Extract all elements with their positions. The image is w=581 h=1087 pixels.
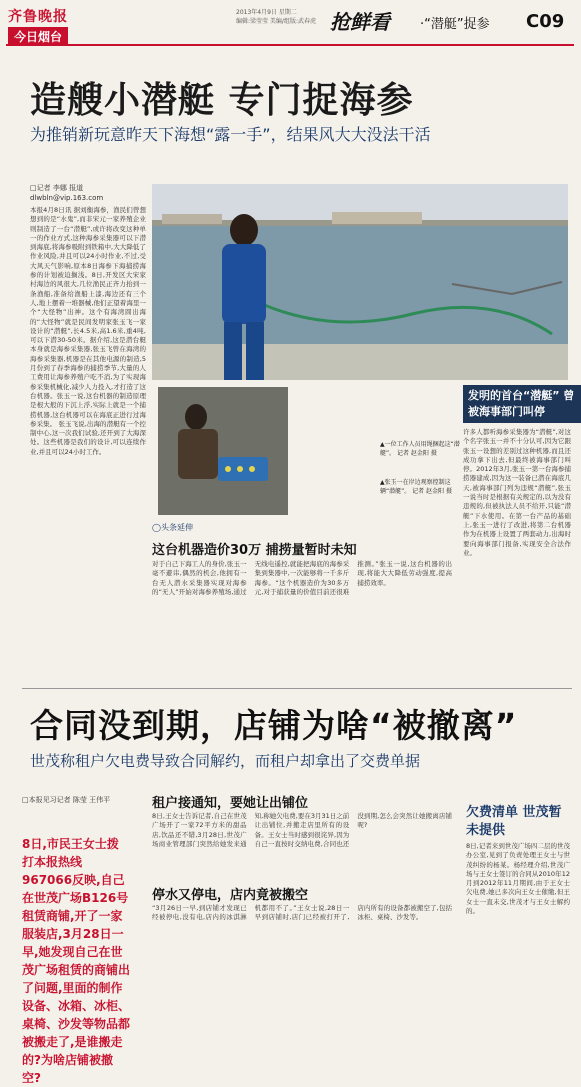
story-tag: ·“潜艇”捉参 [420, 17, 490, 32]
photo-caption-1: ▲一位工作人员用绳捆起这“潜艇”。 记者 赵金阳 摄 [380, 441, 460, 457]
photo-illustration [152, 184, 568, 380]
sidebar-body: 许多人都听海参采集器为“潜艇”,对这个名字张玉一并不十分认可,因为它跟张玉一设想的差别过这种机器,而且还成功拿下出去,但最终被海事部门叫停。2012年3月,张玉一第一台海参捕捞器建成,因为这一装备已潜在海底几天,被海事部门列为违规“潜艇”,张玉一说当时是根据有关规定的,以为没有违规的,但被执法人员不给开,只能“潜艇”下水使用。在第一台产品的基础上,张玉一进行了改进,将第二台机器作为在机器上设置了两套动力,出海时要向海事部门报备,实现安全合法作业。 [463, 428, 571, 557]
second-headline: 合同没到期，店铺为啥“被撤离” [30, 706, 518, 745]
sub-b-body: “3月26日一早,到店铺才发现已经被停电,没有电,店内的冰淇淋机都用不了。”王女士说,28日一早到店铺时,店门已经被打开了,店内所有的设备都被搬空了,包括冰柜、桌椅、沙发等。 [152, 904, 452, 922]
sub1-body: 对于自己下海工人的身价,张玉一毫不避讳,偶然的机会,他拥有一台无人潜水采集器实现对海参的“无人”开始对海参养殖场,通过无线电遥控,就能把海底的海参采集到集器中,一次能够将一千多斤海参。“这个机器造价为30多万元,对于捕获量的价值目前还很难推测。”张玉一说,这台机器的出现,将能大大降低劳动强度,提高捕捞效率。 [152, 560, 452, 596]
side-body: 8日,记者来到世茂广场四二层的世茂办公室,见到了负责处理王女士与世茂纠纷的杨某。杨经理介绍,世茂广场与王女士签订的合同从2010年12月到2012年11月期间,由于王女士欠电费,她已多次向王女士催缴,但王女士一直未交,世茂才与王女士解约的。 [466, 842, 570, 916]
second-subhead: 世茂称租户欠电费导致合同解约，而租户却拿出了交费单据 [30, 752, 421, 770]
second-byline: □本报见习记者 陈莹 王伟平 [22, 796, 111, 804]
sub1-kicker: ◯头条延伸 [152, 523, 193, 532]
section-divider [22, 688, 572, 689]
sidebar-title: 发明的首台“潜艇” 曾被海事部门叫停 [463, 385, 581, 423]
sub-b-title: 停水又停电，店内竟被搬空 [152, 888, 309, 903]
editors-text: 编辑:梁莹莹 美编/组版:武春虎 [236, 18, 316, 25]
column-brand: 抢鲜看 [330, 10, 390, 34]
header-rule [6, 44, 574, 46]
main-headline: 造艘小潜艇 专门捉海参 [30, 80, 414, 121]
date-line [236, 8, 336, 26]
main-body-col1: 本报4月8日讯 据刘衡海参，渔民们曾想想到的是“水鬼”,而非宋元一家养殖企业则制造了一台“潜艇”,或许将改变这种单一的作业方式,这种海参采集器可以下潜到海底,将海参吸附到铁箱中,大大降低了作业风险,并且可以24小时作业,不过,受大风天气影响,原本8日海参下海捕捞海参的计划被迫搁浅。8日,开发区大宋家村海边的风很大,几位渔民正齐力抬到一条渔船,准备给渔船上漆,海边还有三个人,地上摆着一堆器械,他们正望着海里一个“大怪物”出神。这个有海湾圆出海的“大怪物”就是民间发明家张玉飞一家设计的“潜艇”,长4.5米,高1.6米,重4吨,可以下潜30-50米。据介绍,这是潜台艇本身就是海参采集器,张玉飞曾在海湾的海参采集器,机器是在其他电源的制造,5月份到了春季海参的捕捞季节,大量的人工费用让海参养殖户吃不消,为了实现海参采集机械化,减少人力投入,才打造了这台机器。张玉一说,这台机器的制造原理是根大般的下沉上浮,实际上就是一个捕捞机器,这台机器可以在海底正进行过海参采集。 张玉飞说,出海的潜艇有一个控制中心,这一次我们试验,还开到了大海深处。这些机器是我们的设计,可以连续作业,并且可以24小时工作。 [30, 206, 146, 456]
page-number: C09 [526, 11, 565, 32]
second-lead: 8日,市民王女士拨打本报热线967066反映,自己在世茂广场B126号租赁商铺,开了一家服装店,3月28日一早,她发现自己在世茂广场租赁的商铺出了问题,里面的制作设备、冰箱、冰柜、桌椅、沙发等物品都被搬走了,是谁搬走的?为啥店铺被撤空? [22, 837, 131, 1085]
photo-caption-2: ▲张玉一在岸边观察控制这辆“潜艇”。 记者 赵金阳 摄 [380, 479, 452, 495]
newspaper-logo: 齐鲁晚报 [8, 9, 68, 25]
section-tag: 今日烟台 [8, 27, 68, 46]
photo-man-with-hose [152, 184, 568, 380]
date-text: 2013年4月9日 星期二 [236, 9, 297, 16]
byline-email: dlwbln@vip.163.com [30, 194, 104, 202]
photo-man-with-controller [158, 387, 288, 515]
sub1-title: 这台机器造价30万 捕捞量暂时未知 [152, 543, 357, 558]
photo2-illustration [158, 387, 288, 515]
side-title: 欠费清单 世茂暂未提供 [466, 805, 562, 838]
sub-a-body: 8日,王女士告诉记者,自己在世茂广场开了一家72平方米的甜品店,饮品还不错,3月28日,世茂广场商业管理部门突然给她发来通知,称她欠电费,要在3月31日之前让出铺位,并搬走店里所有的设备。王女士当时感到很诧异,因为自己一直按时交纳电费,合同也还没到期,怎么会突然让她搬离店铺呢? [152, 812, 452, 848]
main-subhead: 为推销新玩意昨天下海想“露一手”，结果风大大没法干活 [30, 125, 431, 144]
main-byline [30, 183, 103, 203]
sub-a-title: 租户接通知，要她让出铺位 [152, 796, 309, 811]
byline-text: □记者 李娜 报道 [30, 184, 84, 192]
